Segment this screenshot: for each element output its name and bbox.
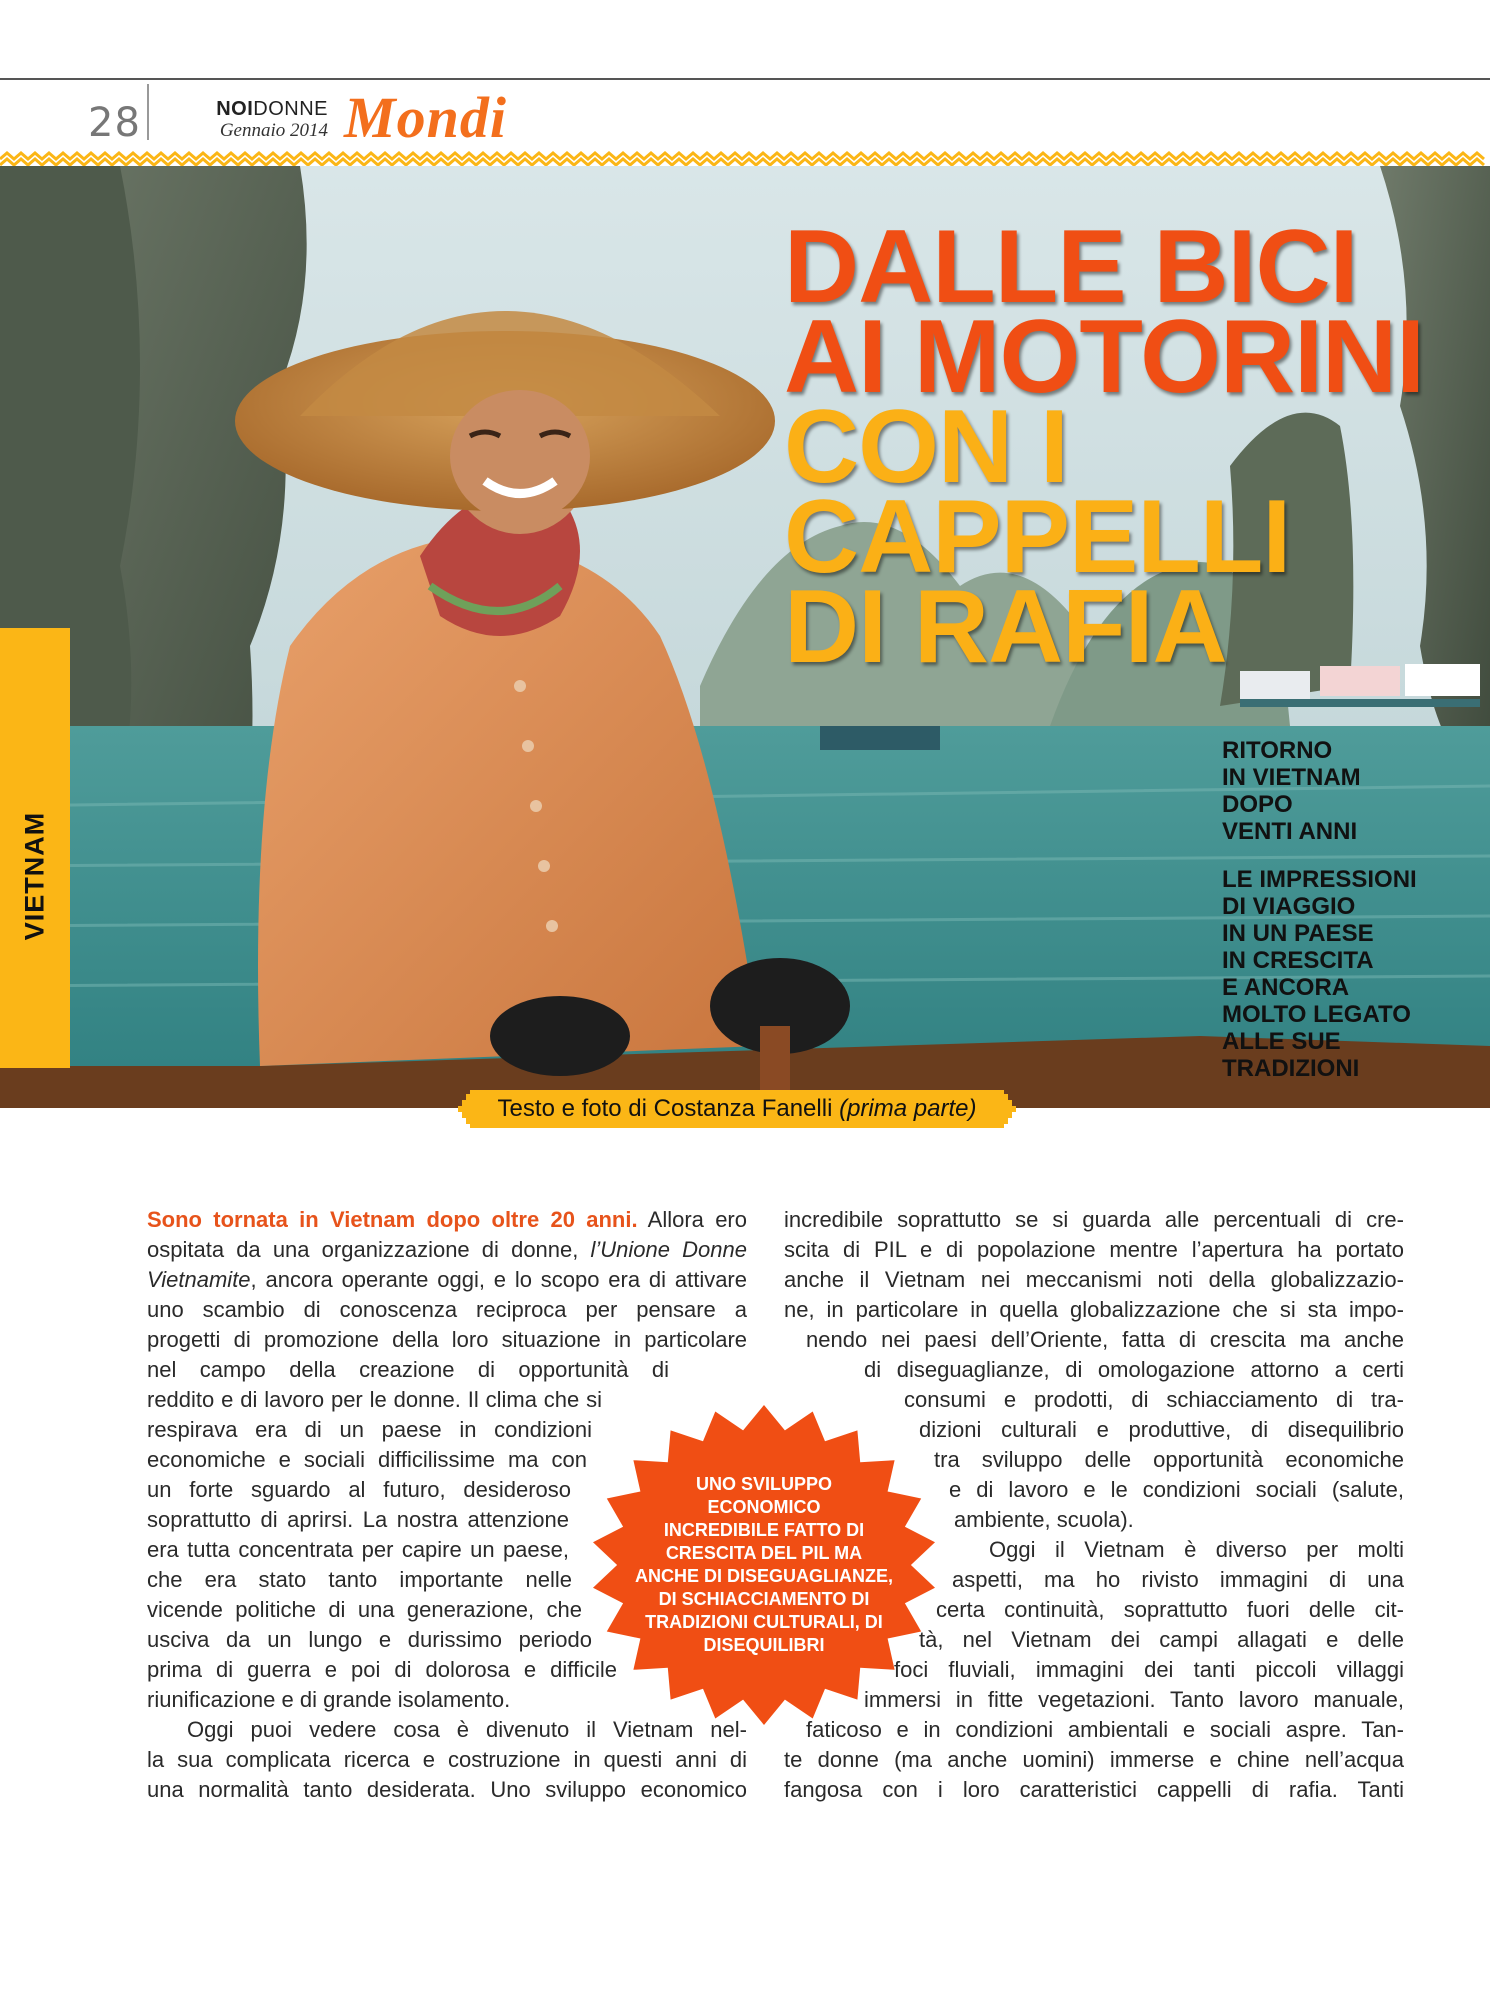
- text-line: che era stato tanto importante nelle: [147, 1567, 572, 1592]
- text-line: tra sviluppo delle opportunità economiche: [934, 1447, 1404, 1472]
- text-line: un forte sguardo al futuro, desideroso: [147, 1477, 571, 1502]
- text-line: prima di guerra e poi di dolorosa e difficile: [147, 1657, 617, 1682]
- text-line: aspetti, ma ho rivisto immagini di una: [952, 1567, 1404, 1592]
- organization-name: Vietnamite: [147, 1267, 251, 1292]
- pull-quote-line: DISEQUILIBRI: [703, 1635, 825, 1655]
- text-line: ne, in particolare in quella globalizzazione che si sta impo-: [784, 1297, 1404, 1322]
- pull-quote-line: TRADIZIONI CULTURALI, DI: [645, 1612, 883, 1632]
- text-line: incredibile soprattutto se si guarda alle percentuali di cre-: [784, 1207, 1404, 1232]
- text-fragment: Allora ero: [637, 1207, 747, 1232]
- deck-line: MOLTO LEGATO: [1222, 1001, 1411, 1028]
- text-line: [147, 1265, 747, 1295]
- section-title: Mondi: [344, 85, 507, 150]
- headline-line-1: DALLE BICI: [784, 209, 1358, 325]
- text-line: foci fluviali, immagini dei tanti piccoli villaggi: [894, 1657, 1404, 1682]
- deck-line: IN VIETNAM: [1222, 764, 1361, 791]
- magazine-name: [206, 98, 328, 120]
- text-line: fangosa con i loro caratteristici cappelli di rafia. Tanti: [784, 1777, 1404, 1802]
- text-fragment: , ancora operante oggi, e lo scopo era di attivare: [250, 1267, 747, 1292]
- headline-line-3: CON I: [784, 389, 1068, 505]
- text-line: consumi e prodotti, di schiacciamento di tra-: [904, 1387, 1404, 1412]
- issue-date: Gennaio 2014: [219, 120, 328, 141]
- text-line: e di lavoro e le condizioni sociali (salute,: [949, 1477, 1404, 1502]
- magazine-name-rest: DONNE: [253, 98, 328, 120]
- text-line: faticoso e in condizioni ambientali e sociali aspre. Tan-: [806, 1717, 1404, 1742]
- text-line: certa continuità, soprattutto fuori delle cit-: [936, 1597, 1404, 1622]
- headline-line-2: AI MOTORINI: [784, 299, 1424, 415]
- deck-impressions: [1222, 866, 1472, 1082]
- text-line: usciva da un lungo e durissimo periodo: [147, 1627, 592, 1652]
- text-line: una normalità tanto desiderata. Uno sviluppo economico: [147, 1777, 747, 1802]
- text-line: nel campo della creazione di opportunità di: [147, 1357, 669, 1382]
- organization-name: l’Unione Donne: [590, 1237, 747, 1262]
- pull-quote: [600, 1440, 928, 1690]
- side-tab: [0, 628, 70, 1068]
- text-line: respirava era di un paese in condizioni: [147, 1417, 592, 1442]
- headline-line-5: DI RAFIA: [784, 569, 1227, 685]
- text-line: te donne (ma anche uomini) immerse e chine nell’acqua: [784, 1747, 1404, 1772]
- page-number: 28: [88, 100, 141, 146]
- text-line: [147, 1205, 747, 1235]
- text-line: vicende politiche di una generazione, che: [147, 1597, 582, 1622]
- byline: [470, 1088, 1004, 1130]
- text-fragment: ospitata da una organizzazione di donne,: [147, 1237, 591, 1262]
- deck-line: DI VIAGGIO: [1222, 893, 1356, 920]
- side-tab-label: VIETNAM: [19, 811, 50, 941]
- pull-quote-line: ANCHE DI DISEGUAGLIANZE,: [634, 1566, 893, 1586]
- text-line: progetti di promozione della loro situazione in particolare: [147, 1327, 747, 1352]
- pull-quote-line: ECONOMICO: [707, 1497, 821, 1517]
- deck-line: ALLE SUE: [1222, 1028, 1341, 1055]
- deck-line: DOPO: [1222, 791, 1293, 818]
- text-line: uno scambio di conoscenza reciproca per pensare a: [147, 1297, 747, 1322]
- deck-line: LE IMPRESSIONI: [1222, 866, 1417, 893]
- top-rule: [0, 78, 1490, 80]
- pull-quote-line: INCREDIBILE FATTO DI: [663, 1520, 865, 1540]
- text-line: scita di PIL e di popolazione mentre l’apertura ha portato: [784, 1237, 1404, 1262]
- text-line: dizioni culturali e produttive, di disequilibrio: [919, 1417, 1404, 1442]
- deck-return: [1222, 737, 1472, 845]
- text-line: ambiente, scuola).: [954, 1507, 1134, 1532]
- text-line: [147, 1235, 747, 1265]
- text-line: soprattutto di aprirsi. La nostra attenzione: [147, 1507, 569, 1532]
- text-line: tà, nel Vietnam dei campi allagati e delle: [919, 1627, 1404, 1652]
- pull-quote-line: CRESCITA DEL PIL MA: [665, 1543, 863, 1563]
- lead-in: Sono tornata in Vietnam dopo oltre 20 anni.: [147, 1207, 638, 1232]
- deck-line: IN UN PAESE: [1222, 920, 1374, 947]
- byline-part: (prima parte): [839, 1095, 977, 1122]
- deck-line: TRADIZIONI: [1222, 1055, 1360, 1082]
- text-line: Oggi il Vietnam è diverso per molti: [989, 1537, 1404, 1562]
- text-line: nendo nei paesi dell’Oriente, fatta di crescita ma anche: [806, 1327, 1404, 1352]
- text-line: anche il Vietnam nei meccanismi noti della globalizzazio-: [784, 1267, 1404, 1292]
- text-line: la sua complicata ricerca e costruzione in questi anni di: [147, 1747, 747, 1772]
- header-divider: [147, 84, 149, 140]
- deck-line: E ANCORA: [1222, 974, 1350, 1001]
- byline-author: Testo e foto di Costanza Fanelli: [497, 1095, 833, 1122]
- pull-quote-line: DI SCHIACCIAMENTO DI: [658, 1589, 870, 1609]
- text-line: di diseguaglianze, di omologazione attorno a certi: [864, 1357, 1404, 1382]
- text-line: riunificazione e di grande isolamento.: [147, 1687, 511, 1712]
- text-line: Oggi puoi vedere cosa è divenuto il Vietnam nel-: [187, 1717, 747, 1742]
- headline-line-4: CAPPELLI: [784, 479, 1291, 595]
- magazine-name-bold: NOI: [216, 98, 254, 120]
- pull-quote-line: UNO SVILUPPO: [695, 1474, 833, 1494]
- text-line: era tutta concentrata per capire un paese,: [147, 1537, 569, 1562]
- text-line: reddito e di lavoro per le donne. Il clima che si: [147, 1387, 602, 1412]
- magazine-masthead: [206, 98, 328, 142]
- deck-line: VENTI ANNI: [1222, 818, 1358, 845]
- text-line: economiche e sociali difficilissime ma con: [147, 1447, 587, 1472]
- deck-line: IN CRESCITA: [1222, 947, 1374, 974]
- text-line: immersi in fitte vegetazioni. Tanto lavoro manuale,: [864, 1687, 1404, 1712]
- deck-line: RITORNO: [1222, 737, 1333, 764]
- headline: [784, 209, 1464, 685]
